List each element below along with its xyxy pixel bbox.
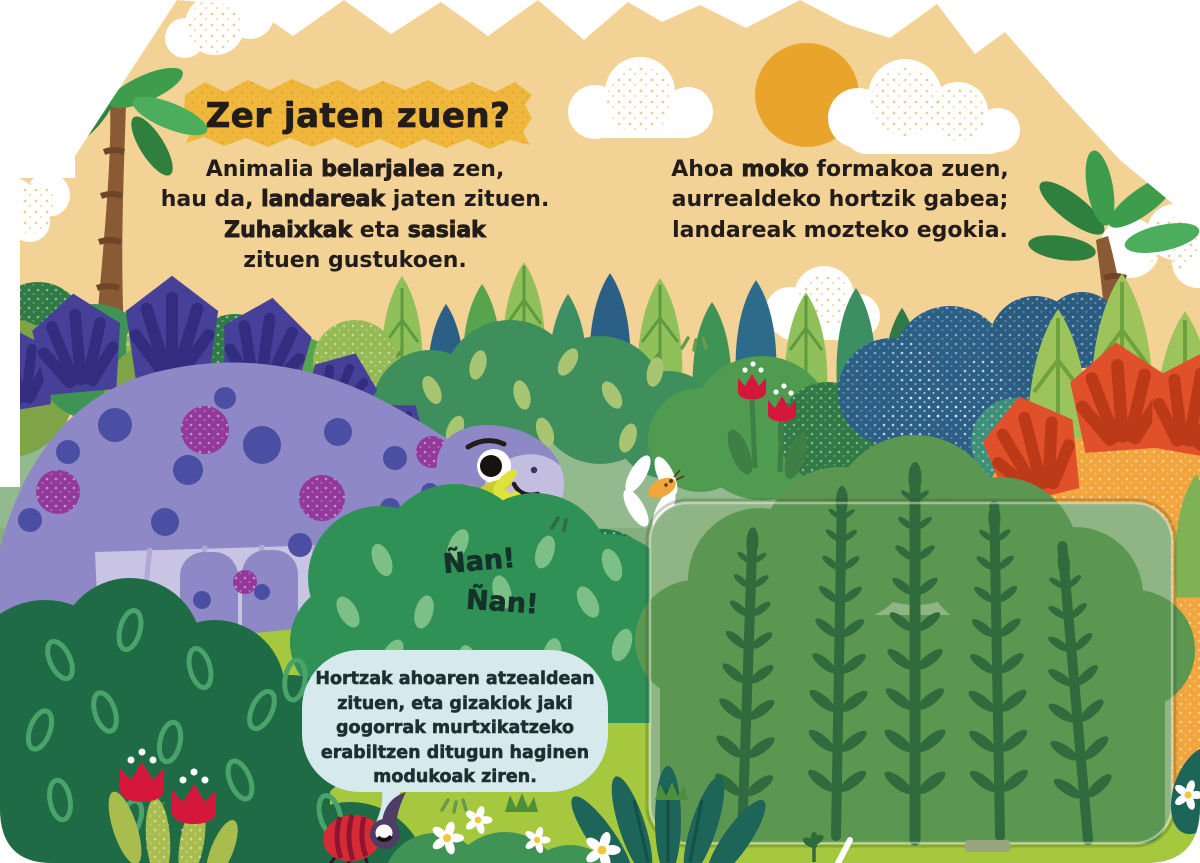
bubble-line: Hortzak ahoaren atzealdean	[315, 669, 595, 689]
beak-line-3: landareak mozteko egokia.	[672, 217, 1008, 243]
bubble-line: erabiltzen ditugun haginen	[320, 742, 590, 763]
page-title: Zer jaten zuen?	[205, 96, 511, 136]
intro-line-4: zituen gustukoen.	[243, 248, 467, 274]
nostril	[531, 467, 537, 473]
intro-line-1: Animalia belarjalea zen,	[205, 157, 505, 182]
intro-paragraph	[135, 155, 575, 276]
bubble-line: zituen, eta gizakiok jaki	[337, 693, 573, 714]
intro-line-3: Zuhaixkak eta sasiak	[224, 217, 486, 243]
intro-line-2: hau da, landareak jaten zituen.	[160, 187, 550, 213]
beak-line-1: Ahoa moko formakoa zuen,	[671, 157, 1009, 182]
bubble-line: gogorrak murtxikatzeko	[336, 718, 574, 738]
beak-paragraph	[652, 155, 1028, 246]
speech-bubble-text	[312, 667, 598, 790]
nan-exclamation-1: Ñan!	[441, 542, 517, 581]
bubble-line: modukoak ziren.	[373, 767, 537, 787]
nan-exclamation-2: Ñan!	[465, 584, 540, 621]
beak-line-2: aurrealdeko hortzik gabea;	[671, 187, 1009, 213]
window-tab	[965, 840, 1010, 852]
